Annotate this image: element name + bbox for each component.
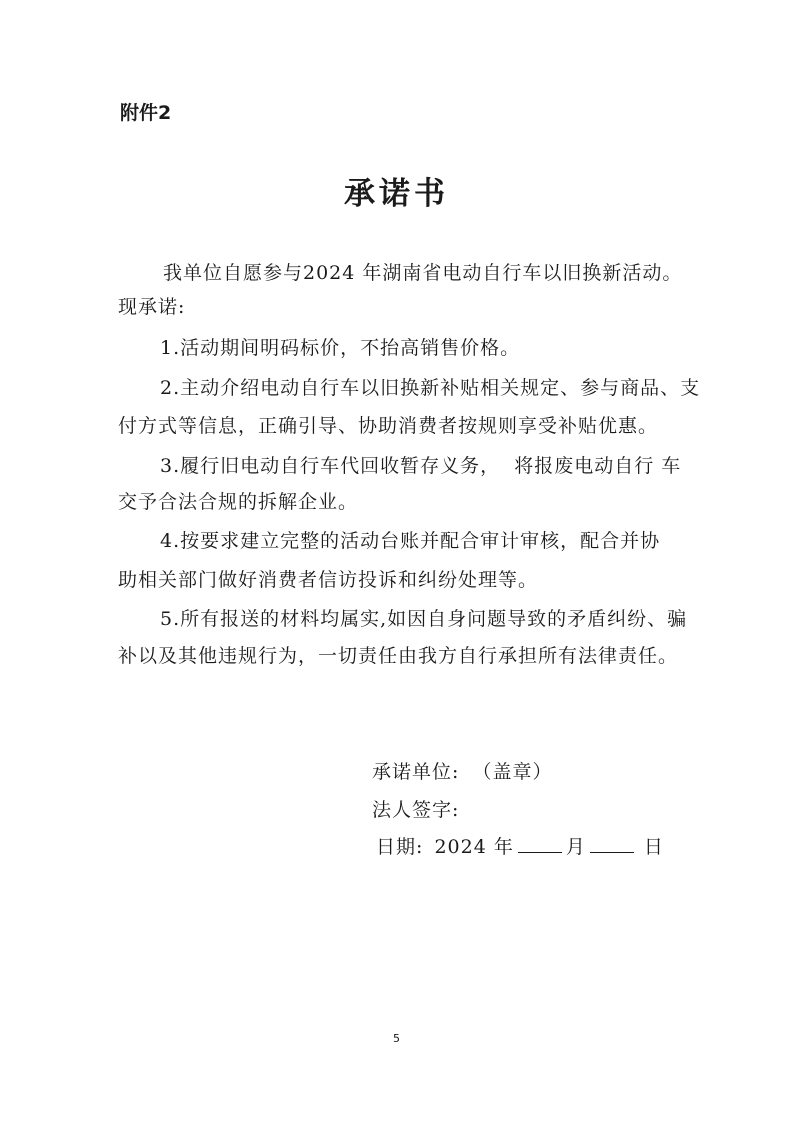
document-title: 承诺书 [344,176,449,212]
item-2-line-1: 2.主动介绍电动自行车以旧换新补贴相关规定、参与商品、支 [160,377,701,399]
page-number: 5 [393,1032,400,1045]
month-blank[interactable] [518,834,562,853]
intro-line-2: 现承诺: [118,296,186,318]
date-month: 月 [565,836,586,858]
signature-unit-row [372,757,552,784]
item-5-line-1: 5.所有报送的材料均属实,如因自身问题导致的矛盾纠纷、骗 [160,608,688,630]
unit-label: 承诺单位: [372,761,460,783]
date-label: 日期: [376,836,424,858]
item-5-line-2: 补以及其他违规行为，一切责任由我方自行承担所有法律责任。 [118,645,679,667]
item-3-line-1: 3.履行旧电动自行车代回收暂存义务， 将报废电动自行 车 [160,455,682,477]
item-2-line-2: 付方式等信息，正确引导、协助消费者按规则享受补贴优惠。 [118,415,659,437]
date-year: 2024 年 [434,836,514,858]
day-blank[interactable] [590,834,634,853]
item-4-line-1: 4.按要求建立完整的活动台账并配合审计审核，配合并协 [160,530,661,552]
seal-note: （盖章） [472,761,553,783]
item-1-line-1: 1.活动期间明码标价，不抬高销售价格。 [160,337,521,359]
item-3-line-2: 交予合法合规的拆解企业。 [118,491,359,513]
intro-line-1: 我单位自愿参与2024 年湖南省电动自行车以旧换新活动。 [163,262,683,284]
attachment-label: 附件2 [120,102,172,124]
date-day: 日 [643,836,664,858]
date-row [376,832,664,859]
legal-rep-label: 法人签字: [372,799,460,821]
item-4-line-2: 助相关部门做好消费者信访投诉和纠纷处理等。 [118,569,539,591]
